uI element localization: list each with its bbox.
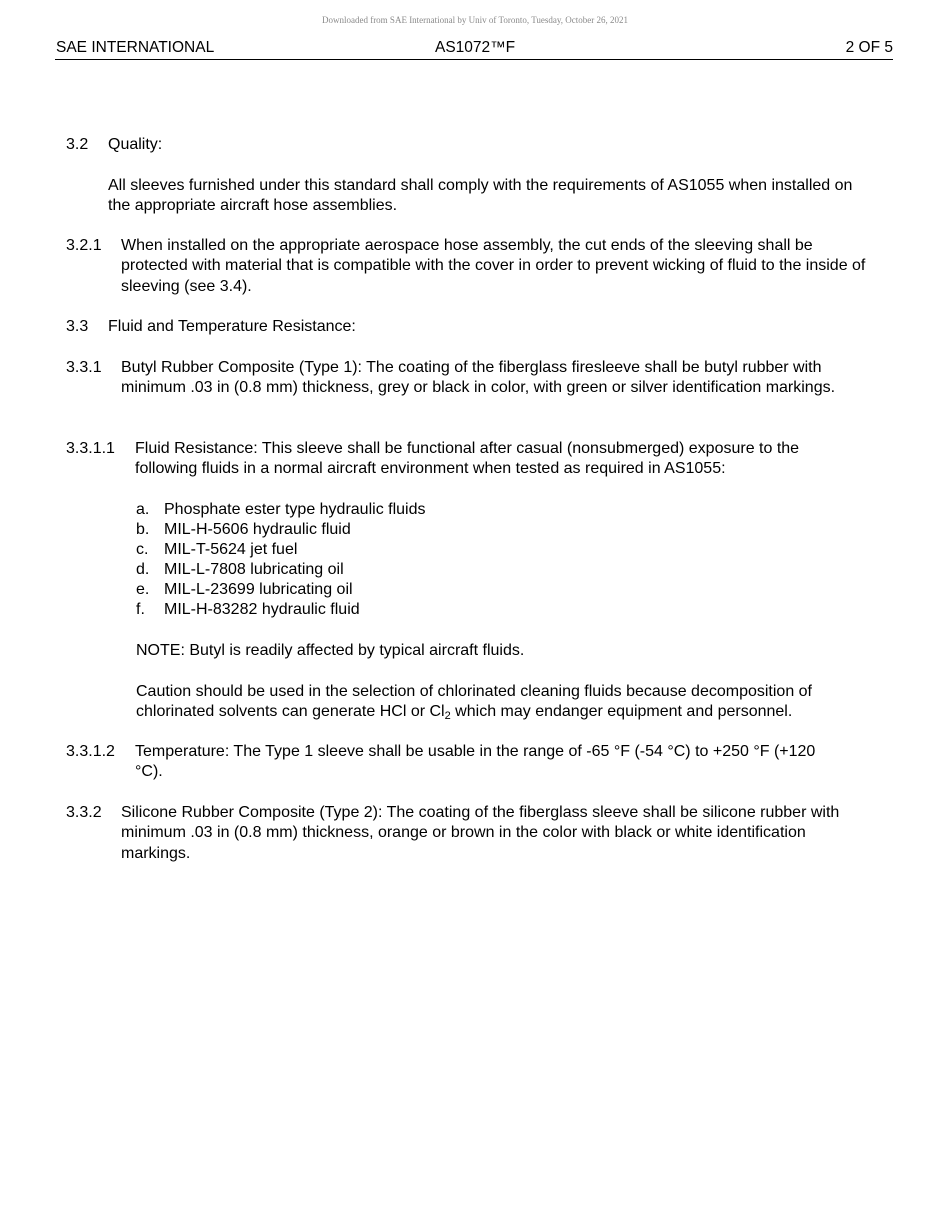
- list-item-text: MIL-L-7808 lubricating oil: [164, 561, 344, 578]
- section-number: 3.3.1.1: [66, 440, 115, 457]
- list-item-text: Phosphate ester type hydraulic fluids: [164, 501, 426, 518]
- section-title: Fluid and Temperature Resistance:: [108, 318, 356, 335]
- page-header: [55, 38, 893, 60]
- section-text: When installed on the appropriate aerospace hose assembly, the cut ends of the sleeving shall be protected with material that is compatible with the cover in order to prevent wicking of fluid to the inside of sleeving (see 3.4).: [121, 237, 866, 295]
- list-item-label: d.: [136, 561, 150, 578]
- list-item-label: e.: [136, 581, 150, 598]
- butyl-note: NOTE: Butyl is readily affected by typical aircraft fluids.: [136, 642, 525, 659]
- section-number: 3.3: [66, 318, 89, 335]
- section-number: 3.2.1: [66, 237, 102, 254]
- list-item-text: MIL-H-5606 hydraulic fluid: [164, 521, 351, 538]
- list-item-text: MIL-T-5624 jet fuel: [164, 541, 298, 558]
- header-document-number: AS1072™F: [435, 39, 516, 56]
- section-text: Temperature: The Type 1 sleeve shall be usable in the range of -65 °F (-54 °C) to +250 °F (+120 °C).: [135, 743, 816, 781]
- section-text: Fluid Resistance: This sleeve shall be functional after casual (nonsubmerged) exposure to the following fluids in a normal aircraft environment when tested as required in AS1055:: [135, 440, 800, 478]
- section-title: Quality:: [108, 136, 163, 153]
- caution-text-before: Caution should be used in the selection of chlorinated cleaning fluids because decomposition of chlorinated solvents can generate HCl or Cl: [136, 683, 812, 721]
- caution-text-after: which may endanger equipment and personnel.: [450, 703, 793, 721]
- list-item-text: MIL-H-83282 hydraulic fluid: [164, 601, 360, 618]
- caution-subscript: 2: [444, 710, 451, 723]
- section-3-2-paragraph: All sleeves furnished under this standard shall comply with the requirements of AS1055 when installed on the appropriate aircraft hose assemblies.: [108, 177, 853, 215]
- header-page-number: 2 OF 5: [845, 39, 893, 56]
- caution-paragraph: [136, 682, 864, 723]
- list-item-label: c.: [136, 541, 149, 558]
- section-number: 3.2: [66, 136, 89, 153]
- list-item-label: b.: [136, 521, 150, 538]
- list-item-label: a.: [136, 501, 150, 518]
- list-item-text: MIL-L-23699 lubricating oil: [164, 581, 353, 598]
- section-number: 3.3.1.2: [66, 743, 115, 760]
- download-watermark: Downloaded from SAE International by Univ of Toronto, Tuesday, October 26, 2021: [321, 15, 629, 25]
- section-number: 3.3.2: [66, 804, 102, 821]
- list-item-label: f.: [136, 601, 145, 618]
- section-number: 3.3.1: [66, 359, 102, 376]
- section-text: Butyl Rubber Composite (Type 1): The coating of the fiberglass firesleeve shall be butyl rubber with minimum .03 in (0.8 mm) thickness, grey or black in color, with green or silver identification markings.: [121, 359, 836, 397]
- section-text: Silicone Rubber Composite (Type 2): The coating of the fiberglass sleeve shall be silicone rubber with minimum .03 in (0.8 mm) thickness, orange or brown in the color with black or white identification markings.: [121, 804, 840, 862]
- header-organization: SAE INTERNATIONAL: [56, 39, 215, 56]
